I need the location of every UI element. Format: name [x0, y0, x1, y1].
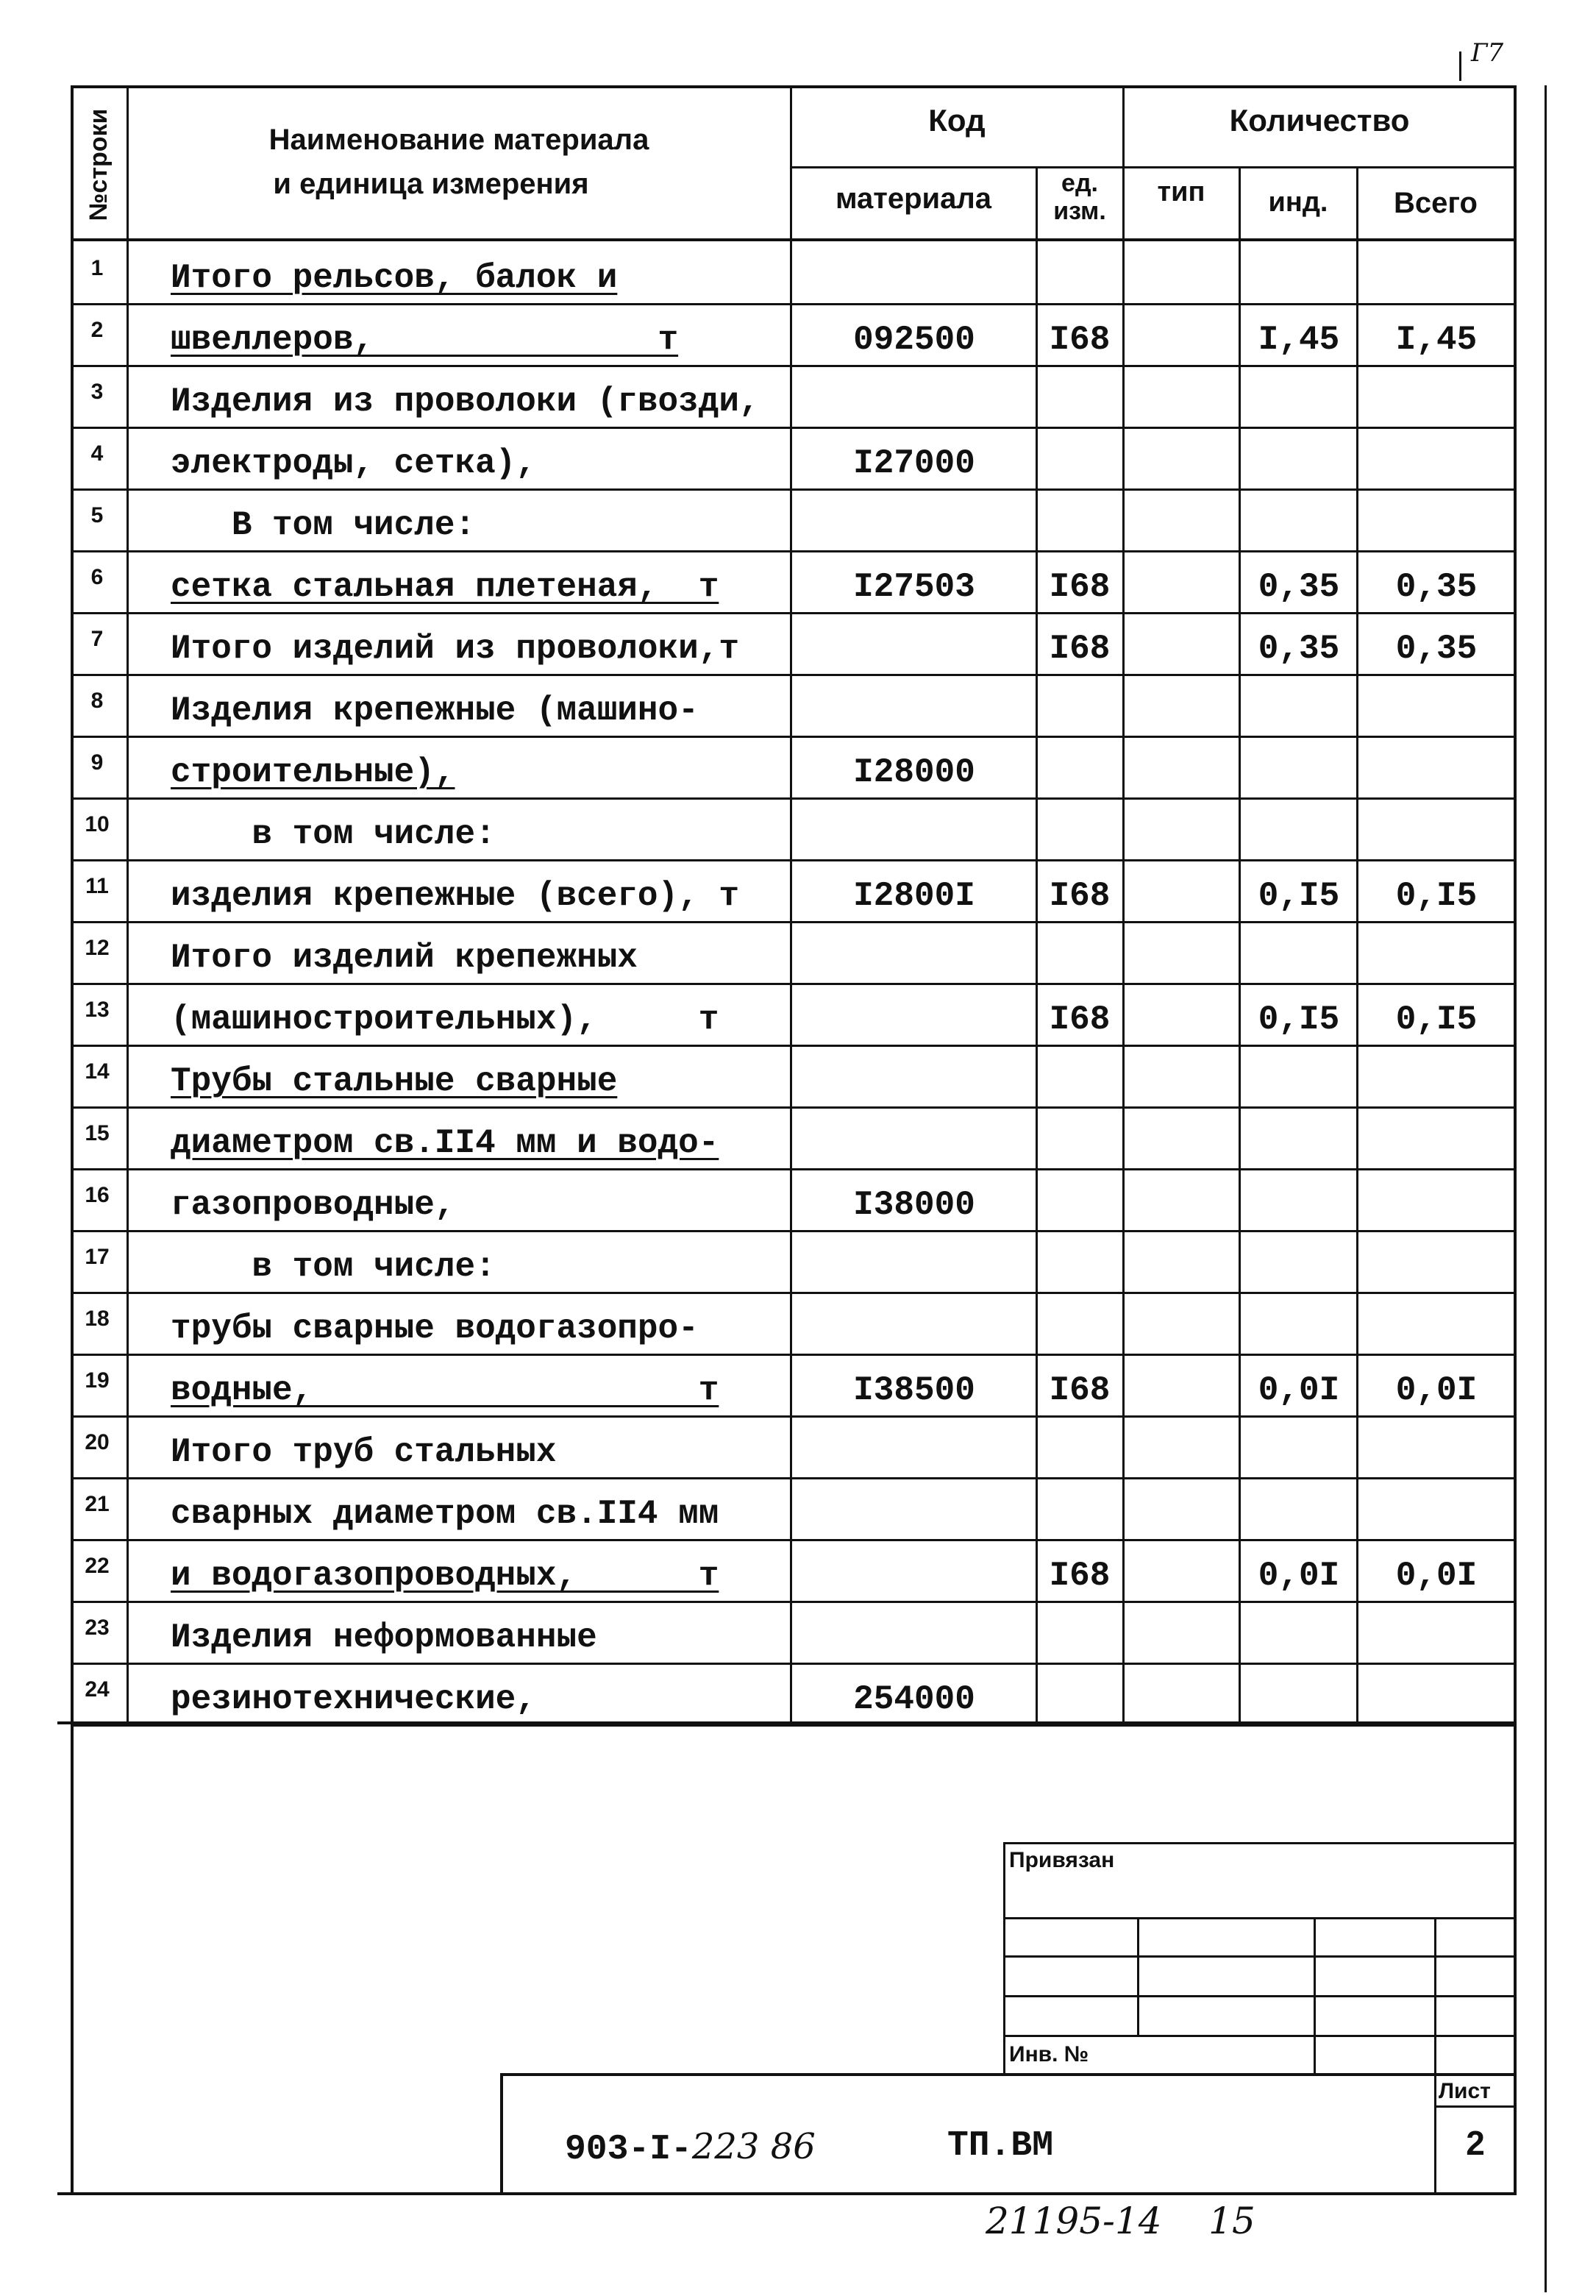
row-number: 5	[90, 503, 104, 527]
row-number: 18	[85, 1307, 110, 1331]
quantity-individual: I,45	[1258, 321, 1340, 359]
material-name: диаметром св.II4 мм и водо-	[171, 1124, 719, 1162]
material-name: в том числе:	[171, 1248, 496, 1286]
quantity-total: 0,I5	[1395, 1000, 1478, 1039]
row-separator	[71, 1292, 1517, 1294]
quantity-header: Количество	[1229, 103, 1410, 138]
material-code: 254000	[853, 1680, 975, 1719]
stamp-line	[1003, 1955, 1514, 1958]
material-code: I27000	[853, 444, 975, 483]
material-name: Изделия неформованные	[171, 1618, 597, 1657]
material-name: водные, т	[171, 1371, 719, 1410]
row-number: 12	[85, 936, 110, 960]
stamp-line	[1137, 1917, 1139, 2035]
row-separator	[71, 427, 1517, 429]
stamp-line	[1003, 1842, 1005, 2073]
material-name: Изделия крепежные (машино-	[171, 692, 699, 730]
right-margin-line	[1545, 85, 1547, 2292]
row-separator	[71, 1106, 1517, 1109]
page-mark-tick	[1459, 51, 1461, 81]
stamp-line	[1003, 1917, 1514, 1919]
row-separator	[71, 1477, 1517, 1479]
row-separator	[71, 1601, 1517, 1603]
material-name: Итого изделий крепежных	[171, 939, 638, 977]
material-name: швеллеров, т	[171, 321, 679, 359]
col-line-3	[1036, 168, 1038, 1723]
row-number: 13	[85, 998, 110, 1022]
material-name: Итого изделий из проволоки,т	[171, 630, 739, 668]
material-name: Итого труб стальных	[171, 1433, 557, 1471]
row-separator	[71, 1663, 1517, 1665]
material-name: (машиностроительных), т	[171, 1000, 719, 1039]
page-bottom-rule	[57, 2192, 1517, 2195]
material-code: I38500	[853, 1371, 975, 1410]
row-number: 4	[90, 441, 104, 466]
row-separator	[71, 797, 1517, 800]
material-name: и водогазопроводных, т	[171, 1557, 719, 1595]
material-name: сварных диаметром св.II4 мм	[171, 1495, 719, 1533]
code-unit-header-line2: изм.	[1053, 197, 1106, 225]
table-border-right	[1514, 85, 1517, 2195]
inventory-number-label: Инв. №	[1009, 2042, 1089, 2066]
header-mid-line	[790, 166, 1515, 168]
code-material-header: материала	[835, 182, 992, 215]
bound-label: Привязан	[1009, 1848, 1115, 1872]
quantity-total: 0,35	[1395, 568, 1478, 606]
stamp-line	[500, 2073, 1515, 2076]
quantity-individual: 0,0I	[1258, 1371, 1340, 1410]
row-number: 21	[85, 1492, 110, 1516]
row-number: 20	[85, 1430, 110, 1454]
row-number: 16	[85, 1183, 110, 1207]
quantity-individual: 0,I5	[1258, 877, 1340, 915]
material-name: газопроводные,	[171, 1186, 455, 1224]
stamp-line	[500, 2073, 503, 2195]
row-separator	[71, 1168, 1517, 1170]
row-separator	[71, 365, 1517, 367]
row-separator	[71, 1354, 1517, 1356]
row-separator	[71, 1724, 1517, 1727]
page-mark: Г7	[1471, 38, 1504, 68]
quantity-type-header: тип	[1157, 177, 1205, 207]
stamp-line	[1003, 1842, 1514, 1844]
unit-code: I68	[1049, 1000, 1111, 1039]
document-code	[565, 2126, 816, 2169]
row-number: 15	[85, 1121, 110, 1145]
col-line-6	[1356, 168, 1358, 1723]
sheet-label: Лист	[1439, 2079, 1491, 2103]
material-code: I28000	[853, 753, 975, 792]
quantity-total: 0,0I	[1395, 1557, 1478, 1595]
table-border-left	[71, 85, 74, 2195]
material-name: сетка стальная плетеная, т	[171, 568, 719, 606]
row-separator	[71, 1230, 1517, 1232]
row-number: 9	[90, 750, 104, 775]
name-header-line1: Наименование материала	[268, 124, 649, 156]
row-number: 19	[85, 1368, 110, 1393]
code-header: Код	[928, 103, 986, 138]
row-separator	[71, 736, 1517, 738]
document-code-handwritten: 223 86	[691, 2126, 816, 2167]
unit-code: I68	[1049, 1557, 1111, 1595]
material-name: Итого рельсов, балок и	[171, 259, 618, 297]
row-number: 2	[90, 318, 104, 342]
sheet-number: 2	[1466, 2124, 1485, 2162]
unit-code: I68	[1049, 321, 1111, 359]
row-number: 8	[90, 689, 104, 713]
row-number: 1	[90, 256, 104, 280]
name-header-line2: и единица измерения	[273, 168, 589, 200]
stamp-line	[1314, 1917, 1316, 2073]
row-separator	[71, 983, 1517, 985]
quantity-ind-header: инд.	[1268, 187, 1328, 218]
material-name: Трубы стальные сварные	[171, 1062, 618, 1101]
row-separator	[71, 674, 1517, 676]
stamp-line	[1003, 1995, 1514, 1997]
row-separator	[71, 1539, 1517, 1541]
row-separator	[71, 550, 1517, 552]
row-separator	[71, 612, 1517, 614]
material-name: трубы сварные водогазопро-	[171, 1309, 699, 1348]
quantity-individual: 0,I5	[1258, 1000, 1340, 1039]
material-name: резинотехнические,	[171, 1680, 536, 1719]
row-separator	[71, 1415, 1517, 1418]
row-number: 10	[85, 812, 110, 836]
stamp-line	[1003, 2035, 1514, 2037]
quantity-individual: 0,35	[1258, 630, 1340, 668]
row-separator	[71, 488, 1517, 491]
row-separator	[71, 303, 1517, 305]
quantity-total: 0,35	[1395, 630, 1478, 668]
row-number: 3	[90, 380, 104, 404]
row-number: 22	[85, 1554, 110, 1578]
row-number: 7	[90, 627, 104, 651]
unit-code: I68	[1049, 630, 1111, 668]
row-number: 24	[85, 1677, 110, 1702]
quantity-total-header: Всего	[1394, 187, 1478, 219]
material-code: I2800I	[853, 877, 975, 915]
unit-code: I68	[1049, 1371, 1111, 1410]
row-number-header: №строки	[85, 108, 113, 221]
stamp-line	[1434, 2105, 1515, 2108]
row-number: 17	[85, 1245, 110, 1269]
quantity-total: 0,0I	[1395, 1371, 1478, 1410]
material-name: электроды, сетка),	[171, 444, 536, 483]
material-name: в том числе:	[171, 815, 496, 853]
document-code-printed: 903-I-	[565, 2130, 692, 2169]
col-line-5	[1239, 168, 1241, 1723]
unit-code: I68	[1049, 877, 1111, 915]
header-bottom-line	[71, 238, 1517, 241]
row-separator	[71, 859, 1517, 861]
stamp-line	[1434, 1917, 1436, 2195]
material-name: Изделия из проволоки (гвозди,	[171, 383, 760, 421]
document-section: ТП.ВМ	[947, 2126, 1054, 2166]
table-border-top	[71, 85, 1517, 88]
row-separator	[71, 921, 1517, 923]
row-number: 11	[85, 874, 109, 898]
row-number: 23	[85, 1616, 110, 1640]
unit-code: I68	[1049, 568, 1111, 606]
row-separator	[71, 1045, 1517, 1047]
quantity-total: 0,I5	[1395, 877, 1478, 915]
material-name: строительные),	[171, 753, 455, 792]
quantity-individual: 0,35	[1258, 568, 1340, 606]
material-code: I27503	[853, 568, 975, 606]
material-name: В том числе:	[171, 506, 476, 544]
material-name: изделия крепежные (всего), т	[171, 877, 739, 915]
quantity-total: I,45	[1395, 321, 1478, 359]
quantity-individual: 0,0I	[1258, 1557, 1340, 1595]
row-number: 14	[85, 1059, 110, 1084]
code-unit-header-line1: ед.	[1061, 169, 1098, 197]
row-number: 6	[90, 565, 104, 589]
material-code: I38000	[853, 1186, 975, 1224]
material-code: 092500	[853, 321, 975, 359]
footer-handwritten-number: 21195-14 15	[986, 2200, 1255, 2242]
